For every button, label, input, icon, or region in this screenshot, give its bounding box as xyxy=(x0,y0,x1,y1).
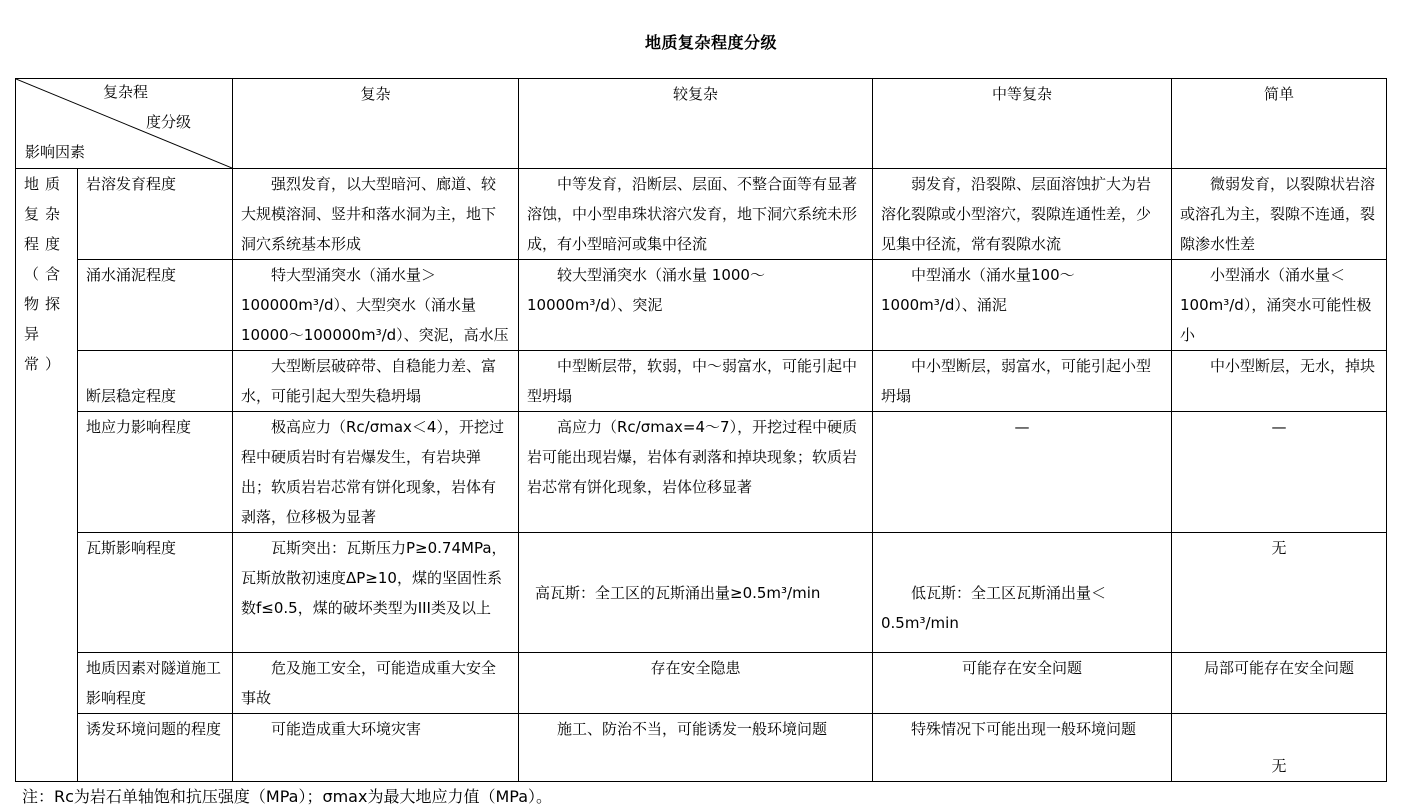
diag-label-top: 复杂程 xyxy=(103,83,149,101)
table-cell: 特殊情况下可能出现一般环境问题 xyxy=(873,714,1172,782)
table-row xyxy=(16,714,1387,782)
level-header: 简单 xyxy=(1172,79,1387,169)
table-cell: 中等发育，沿断层、层面、不整合面等有显著溶蚀，中小型串珠状溶穴发育，地下洞穴系统未形成，有小型暗河或集中径流 xyxy=(519,169,873,260)
level-header: 复杂 xyxy=(233,79,519,169)
factor-label: 诱发环境问题的程度 xyxy=(78,714,233,782)
table-cell: 可能存在安全问题 xyxy=(873,653,1172,714)
table-cell: 中小型断层，弱富水，可能引起小型坍塌 xyxy=(873,351,1172,412)
diagonal-header-cell xyxy=(16,79,233,169)
table-cell: — xyxy=(873,412,1172,533)
table-cell: 高瓦斯：全工区的瓦斯涌出量≥0.5m³/min xyxy=(519,533,873,653)
table-cell: 施工、防治不当，可能诱发一般环境问题 xyxy=(519,714,873,782)
table-cell: 低瓦斯：全工区瓦斯涌出量＜0.5m³/min xyxy=(873,533,1172,653)
table-row xyxy=(16,260,1387,351)
header-row xyxy=(16,79,1387,169)
table-cell: 中小型断层，无水，掉块 xyxy=(1172,351,1387,412)
page-title: 地质复杂程度分级 xyxy=(644,33,777,52)
diag-label-bottom: 影响因素 xyxy=(25,143,86,161)
table-row xyxy=(16,169,1387,260)
side-category-label: 地质复杂程度（含物探异常） xyxy=(24,175,67,373)
table-cell: 中型涌水（涌水量100～1000m³/d）、涌泥 xyxy=(873,260,1172,351)
level-header: 较复杂 xyxy=(519,79,873,169)
classification-table xyxy=(15,78,1387,782)
diag-label-mid: 度分级 xyxy=(146,113,192,131)
table-cell: 瓦斯突出：瓦斯压力P≥0.74MPa，瓦斯放散初速度ΔP≥10，煤的坚固性系数f≤0.5，煤的破坏类型为III类及以上 xyxy=(233,533,519,653)
table-cell: 存在安全隐患 xyxy=(519,653,873,714)
table-cell: 高应力（Rc/σmax=4～7），开挖过程中硬质岩可能出现岩爆，岩体有剥落和掉块现象；软质岩岩芯常有饼化现象，岩体位移显著 xyxy=(519,412,873,533)
table-row xyxy=(16,653,1387,714)
factor-label: 地质因素对隧道施工影响程度 xyxy=(78,653,233,714)
table-cell: 无 xyxy=(1172,714,1387,782)
footnote: 注：Rc为岩石单轴饱和抗压强度（MPa）；σmax为最大地应力值（MPa）。 xyxy=(22,787,552,806)
factor-label: 涌水涌泥程度 xyxy=(78,260,233,351)
table-cell: 较大型涌突水（涌水量 1000～10000m³/d）、突泥 xyxy=(519,260,873,351)
level-header: 中等复杂 xyxy=(873,79,1172,169)
table-row xyxy=(16,533,1387,653)
factor-label: 瓦斯影响程度 xyxy=(78,533,233,653)
table-row xyxy=(16,351,1387,412)
table-cell: — xyxy=(1172,412,1387,533)
table-cell: 大型断层破碎带、自稳能力差、富水，可能引起大型失稳坍塌 xyxy=(233,351,519,412)
table-cell: 小型涌水（涌水量＜100m³/d），涌突水可能性极小 xyxy=(1172,260,1387,351)
factor-label: 岩溶发育程度 xyxy=(78,169,233,260)
table-cell: 可能造成重大环境灾害 xyxy=(233,714,519,782)
table-cell: 极高应力（Rc/σmax＜4），开挖过程中硬质岩时有岩爆发生，有岩块弹出；软质岩岩芯常有饼化现象，岩体有剥落，位移极为显著 xyxy=(233,412,519,533)
table-cell: 危及施工安全，可能造成重大安全事故 xyxy=(233,653,519,714)
table-cell: 中型断层带，软弱，中～弱富水，可能引起中型坍塌 xyxy=(519,351,873,412)
table-cell: 微弱发育，以裂隙状岩溶或溶孔为主，裂隙不连通，裂隙渗水性差 xyxy=(1172,169,1387,260)
side-category-cell xyxy=(16,169,78,782)
factor-label: 断层稳定程度 xyxy=(78,351,233,412)
table-cell: 无 xyxy=(1172,533,1387,653)
table-row xyxy=(16,412,1387,533)
table-cell: 局部可能存在安全问题 xyxy=(1172,653,1387,714)
table-cell: 特大型涌突水（涌水量＞100000m³/d）、大型突水（涌水量 10000～100000m³/d）、突泥，高水压 xyxy=(233,260,519,351)
factor-label: 地应力影响程度 xyxy=(78,412,233,533)
table-cell: 强烈发育，以大型暗河、廊道、较大规模溶洞、竖井和落水洞为主，地下洞穴系统基本形成 xyxy=(233,169,519,260)
table-cell: 弱发育，沿裂隙、层面溶蚀扩大为岩溶化裂隙或小型溶穴，裂隙连通性差，少见集中径流，常有裂隙水流 xyxy=(873,169,1172,260)
